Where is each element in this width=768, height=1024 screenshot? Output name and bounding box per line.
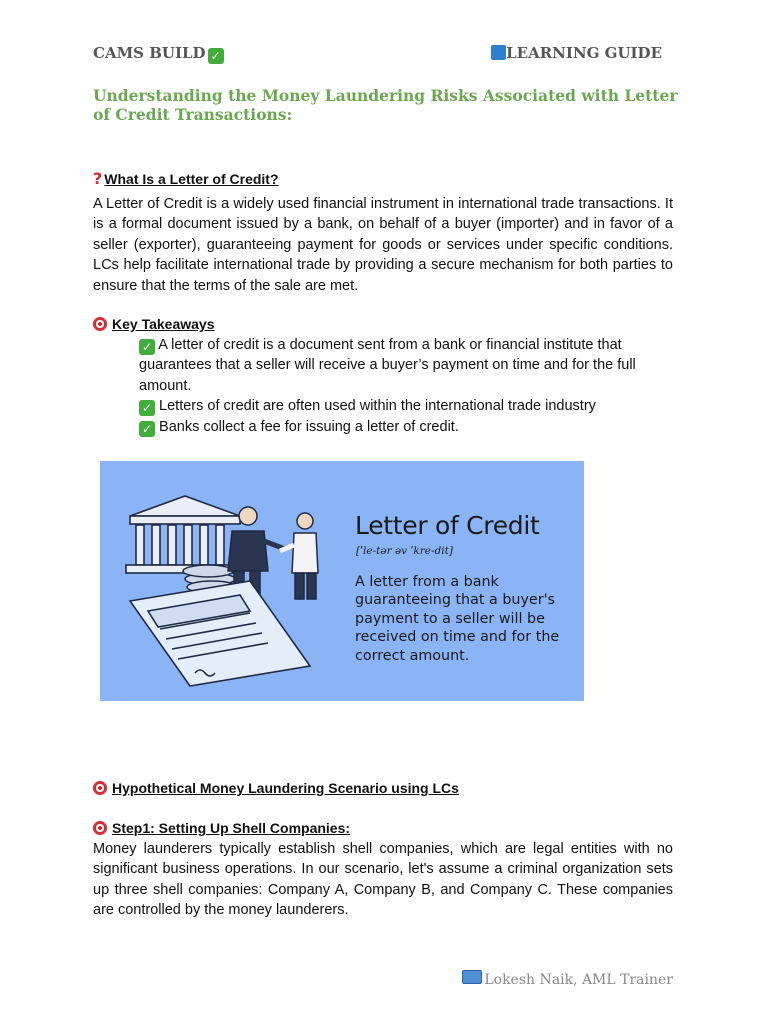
takeaways-list: [139, 335, 679, 437]
header-left-text: CAMS BUILD: [93, 44, 206, 62]
footer-text: Lokesh Naik, AML Trainer: [484, 972, 673, 988]
header-right: [491, 44, 662, 62]
figure-phonetic: [ˈle-tər əv ˈkre-dit]: [356, 545, 453, 557]
step1-heading-text: Step1: Setting Up Shell Companies:: [112, 820, 351, 836]
section-what-is-lc-heading: [93, 169, 279, 189]
list-item-text: A letter of credit is a document sent from a bank or financial institute that guarantees that a seller will receive a buyer’s payment on time and for the full amount.: [139, 337, 636, 394]
target-icon: [93, 821, 107, 835]
target-icon: [93, 781, 107, 795]
check-mark-icon: ✓: [139, 400, 155, 416]
blue-book-icon: [491, 45, 506, 60]
takeaways-heading: [93, 316, 214, 334]
section-heading: What Is a Letter of Credit?: [104, 171, 279, 187]
list-item: [139, 335, 679, 396]
page-title: Understanding the Money Laundering Risks Associated with Letter of Credit Transactions:: [93, 86, 678, 124]
header-left: [93, 44, 224, 64]
header-right-text: LEARNING GUIDE: [506, 44, 662, 62]
step1-heading: [93, 820, 350, 838]
figure-title: Letter of Credit: [355, 511, 540, 540]
scenario-heading: [93, 780, 459, 798]
list-item-text: Letters of credit are often used within the international trade industry: [159, 398, 596, 415]
check-mark-icon: ✓: [139, 339, 155, 355]
scenario-heading-text: Hypothetical Money Laundering Scenario using LCs: [112, 780, 459, 796]
list-item: [139, 396, 679, 416]
check-mark-icon: ✓: [208, 48, 224, 64]
section-what-is-lc-body: A Letter of Credit is a widely used financial instrument in international trade transactions. It is a formal document issued by a bank, on behalf of a buyer (importer) and in favor of a seller (exporter), guaranteeing payment for goods or services under specific conditions. LCs help facilitate international trade by providing a secure mechanism for both parties to ensure that the terms of the sale are met.: [93, 196, 673, 294]
target-icon: [93, 317, 107, 331]
step1-body: Money launderers typically establish shell companies, which are legal entities with no significant business operations. In our scenario, let's assume a criminal organization sets up three shell companies: Company A, Company B, and Company C. These companies are controlled by the money launderers.: [93, 841, 673, 919]
question-mark-icon: ?: [93, 169, 103, 188]
letter-of-credit-illustration: [100, 461, 584, 701]
list-item-text: Banks collect a fee for issuing a letter of credit.: [159, 418, 459, 435]
footer: [462, 970, 673, 988]
figure-definition: A letter from a bank guaranteeing that a buyer's payment to a seller will be received on time and for the correct amount.: [355, 574, 560, 664]
bank-handshake-illustration: [100, 461, 350, 701]
takeaways-heading-text: Key Takeaways: [112, 316, 215, 332]
check-mark-icon: ✓: [139, 421, 155, 437]
list-item: [139, 417, 679, 437]
id-card-icon: [462, 970, 482, 984]
